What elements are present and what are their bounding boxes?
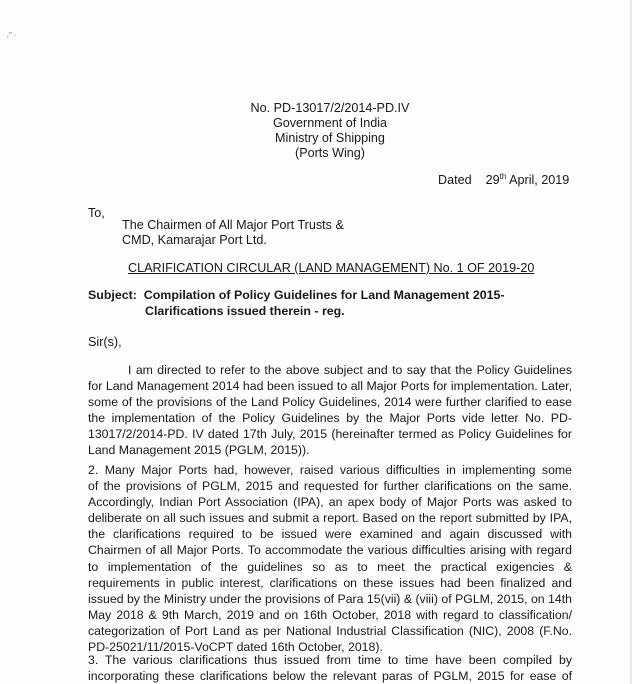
paragraph-2 (88, 462, 572, 655)
date-label: Dated (438, 173, 472, 187)
date-day: 29 (485, 173, 500, 187)
para1-line: some of the provisions of the Land Policy Guidelines, 2014 were further clarified to ease (88, 395, 572, 410)
scan-mark: ·ᵔ˒ (4, 28, 19, 43)
government-line: Government of India (272, 116, 388, 130)
para2-line: Chairmen of all Major Ports. To accommodate the various difficulties arising with regard (88, 543, 572, 558)
para1-line: I am directed to refer to the above subject and to say that the Policy Guidelines (128, 363, 572, 377)
circular-title: CLARIFICATION CIRCULAR (LAND MANAGEMENT) No. 1 OF 2019-20 (128, 261, 535, 275)
para2-line: issued by the Ministry under the provisions of Para 15(vii) & (viii) of PGLM, 2015, on 14th (88, 591, 572, 606)
date-line (438, 172, 569, 188)
addressee-line-1: The Chairmen of All Major Port Trusts & (122, 218, 344, 232)
subject-text-1: Compilation of Policy Guidelines for Land Management 2015- (143, 288, 505, 302)
file-number: No. PD-13017/2/2014-PD.IV (250, 101, 410, 115)
para2-line: deliberate on all such issues and submit a report. Based on the report submitted by IPA, (88, 511, 572, 526)
para2-line: categorization of Port Land as per National Industrial Classification (NIC), 2008 (F.No. (88, 623, 572, 638)
para2-line: PD-25021/11/2015-VoCPT dated 16th October, 2018). (88, 640, 383, 655)
date-rest: April, 2019 (506, 173, 570, 187)
paragraph-1 (88, 362, 572, 459)
para3-line: 3. The various clarifications thus issued from time to time have been compiled by (88, 653, 572, 667)
para2-line: to implementation of the guidelines so as to meet the practical exigencies & (88, 559, 572, 574)
to-label: To, (88, 206, 105, 220)
subject-line-1 (88, 287, 505, 303)
para3-line: incorporating these clarifications below the relevant paras of PGLM, 2015 for ease of (88, 669, 572, 684)
para1-line: 13017/2/2014-PD. IV dated 17th July, 2015 (hereinafter termed as Policy Guidelines for (88, 427, 572, 442)
wing-line: (Ports Wing) (295, 146, 365, 160)
para2-line: the clarifications required to be issued were examined and again discussed with (88, 527, 572, 542)
ministry-line: Ministry of Shipping (275, 131, 385, 145)
subject-line-2: Clarifications issued therein - reg. (145, 304, 345, 318)
salutation: Sir(s), (88, 335, 122, 349)
para2-line: May 2018 & 9th March, 2019 and on 16th October, 2018 with regard to classification/ (88, 607, 572, 622)
para1-line: for Land Management 2014 had been issued to all Major Ports for implementation. Later, (88, 379, 572, 394)
para1-line: Land Management 2015 (PGLM, 2015)). (88, 443, 310, 458)
subject-label: Subject: (88, 288, 137, 302)
para2-line: 2. Many Major Ports had, however, raised various difficulties in implementing some (88, 463, 572, 477)
addressee-line-2: CMD, Kamarajar Port Ltd. (122, 233, 267, 247)
date-day-suffix: th (499, 171, 507, 181)
para2-line: Accordingly, Indian Port Association (IPA), an apex body of Major Ports was asked to (88, 495, 572, 510)
paragraph-3 (88, 652, 572, 684)
para2-line: of the provisions of PGLM, 2015 and requested for further clarifications on the same. (88, 479, 572, 494)
para2-line: requirements in public interest, clarifications on these issues had been finalized and (88, 575, 572, 590)
para1-line: the implementation of the Policy Guidelines by the Major Ports vide letter No. PD- (88, 411, 572, 426)
